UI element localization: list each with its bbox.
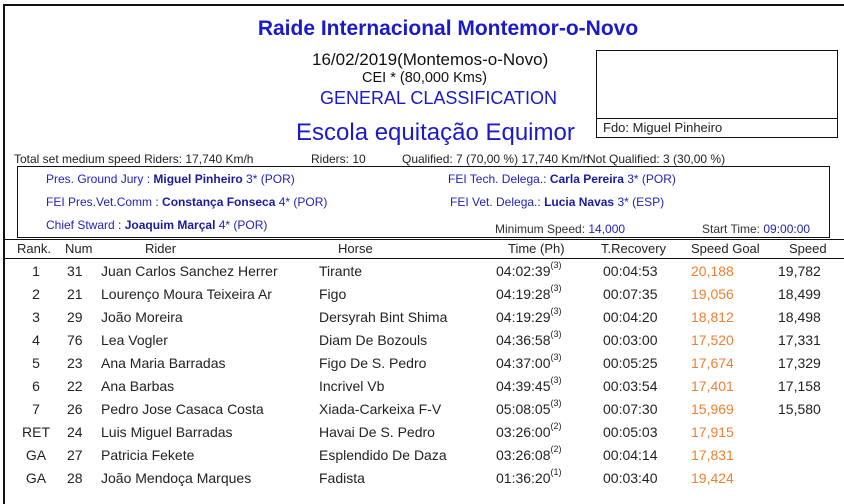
pres-ground-jury-name: Miguel Pinheiro [153,172,243,186]
table-row: GA 28 João Mendoça Marques Fadista 01:36:20$^{(1)}$ 00:03:40 19,424 [25,467,734,486]
table-row: 1 31 Juan Carlos Sanchez Herrer Tirante 04:02:39$^{(3)}$ 00:04:53 20,188 19,782 [32,260,821,279]
col-horse: Horse [338,241,373,256]
chief-steward: Chief Stward : Joaquim Marçal 4* (POR) [46,218,268,232]
table-header [5,239,844,259]
col-recovery: T.Recovery [601,241,667,256]
start-time: Start Time: 09:00:00 [702,222,811,236]
table-row: 3 29 João Moreira Dersyrah Bint Shima 04:19:29$^{(3)}$ 00:04:20 18,812 18,498 [32,306,821,325]
fdo-label: Fdo: Miguel Pinheiro [597,118,837,137]
start-time-value: 09:00:00 [763,222,811,236]
total-speed-stat: Total set medium speed Riders: 17,740 Km/h [14,152,254,166]
minimum-speed-value: 14,000 [588,222,626,236]
event-category: CEI * (80,000 Kms) [362,70,487,86]
col-num: Num [65,241,93,256]
table-row: 7 26 Pedro Jose Casaca Costa Xiada-Carkeixa F-V 05:08:05$^{(3)}$ 00:07:30 15,969 15,580 [32,398,821,417]
pres-ground-jury: Pres. Ground Jury : Miguel Pinheiro 3* (POR) [46,172,295,186]
logo-box [596,50,838,138]
event-title: Raide Internacional Montemor-o-Novo [257,17,639,40]
col-rank: Rank. [17,241,51,256]
pres-vet-comm: FEI Pres.Vet.Comm : Constança Fonseca 4* (POR) [46,195,328,209]
col-speed: Speed [789,241,827,256]
table-row: 6 22 Ana Barbas Incrivel Vb 04:39:45$^{(3)}$ 00:03:54 17,401 17,158 [32,375,821,394]
chief-steward-name: Joaquim Marçal [124,218,216,232]
tech-delegate-name: Carla Pereira [549,172,624,186]
qualified-stat: Qualified: 7 (70,00 %) 17,740 Km/h [402,152,590,166]
officials-box [17,166,830,238]
vet-delegate: FEI Vet. Delega.: Lucia Navas 3* (ESP) [450,195,665,209]
table-row: GA 27 Patricia Fekete Esplendido De Daza 03:26:08$^{(2)}$ 00:04:14 17,831 [25,444,734,463]
col-speed-goal: Speed Goal [691,241,760,256]
event-date-place: 16/02/2019(Montemos-o-Novo) [312,50,549,69]
organizer-name: Escola equitação Equimor [296,119,575,146]
minimum-speed: Minimum Speed: 14,000 [495,222,626,236]
col-time: Time (Ph) [508,241,565,256]
vet-delegate-name: Lucia Navas [544,195,615,209]
not-qualified-stat: Not Qualified: 3 (30,00 %) [587,152,726,166]
col-rider: Rider [145,241,177,256]
table-row: RET 24 Luis Miguel Barradas Havai De S. Pedro 03:26:00$^{(2)}$ 00:05:03 17,915 [22,421,734,440]
table-row: 5 23 Ana Maria Barradas Figo De S. Pedro 04:37:00$^{(3)}$ 00:05:25 17,674 17,329 [32,352,821,371]
pres-vet-comm-name: Constança Fonseca [162,195,276,209]
table-row: 2 21 Lourenço Moura Teixeira Ar Figo 04:19:28$^{(3)}$ 00:07:35 19,056 18,499 [32,283,821,302]
table-row: 4 76 Lea Vogler Diam De Bozouls 04:36:58$^{(3)}$ 00:03:00 17,520 17,331 [32,329,821,348]
classification-title: GENERAL CLASSIFICATION [320,88,558,108]
riders-count: Riders: 10 [311,152,366,166]
tech-delegate: FEI Tech. Delega.: Carla Pereira 3* (POR) [448,172,676,186]
